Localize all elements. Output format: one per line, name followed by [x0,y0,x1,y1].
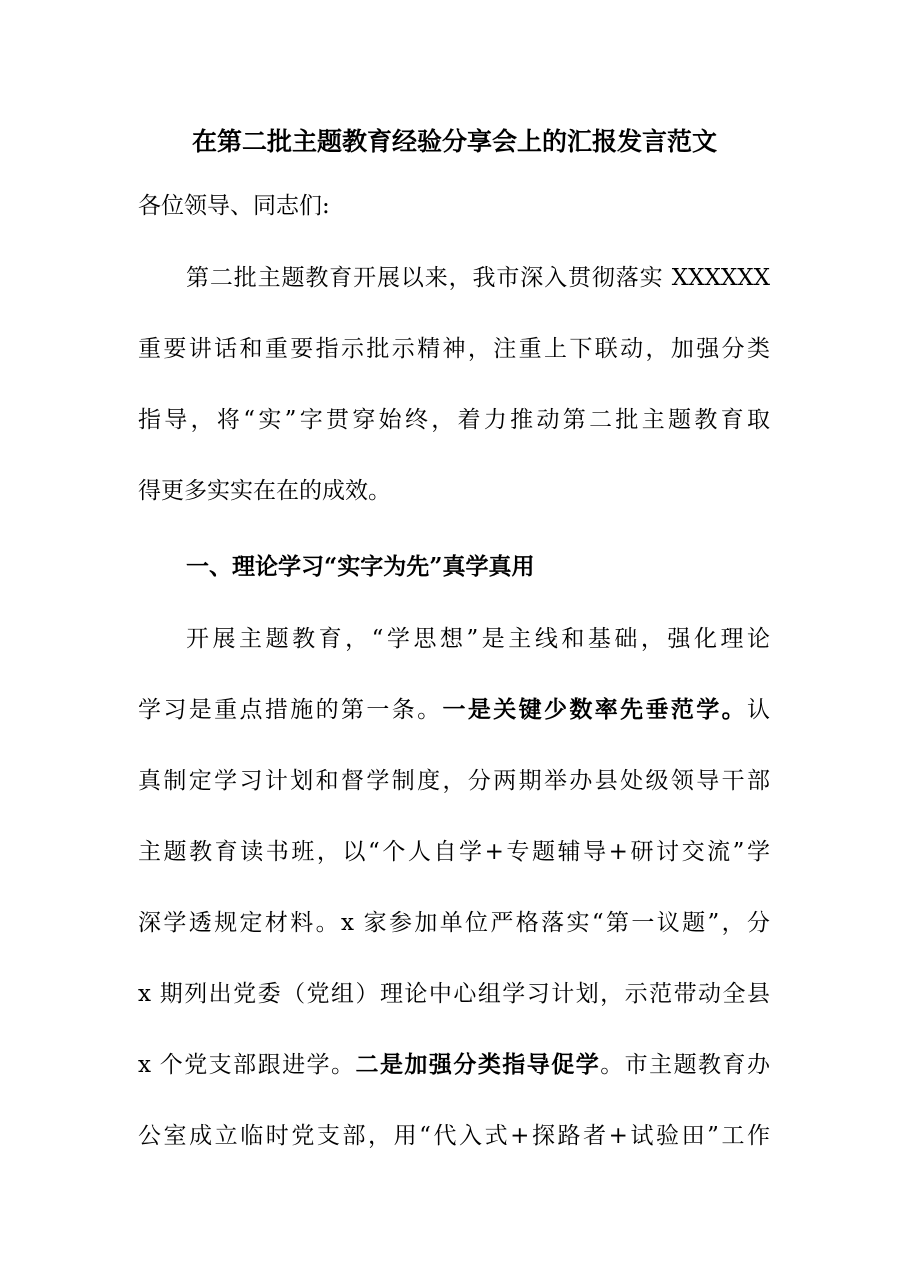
emphasis-text: 一是关键少数率先垂范学。 [442,696,747,723]
intro-line: 指导，将“实”字贯穿始终，着力推动第二批主题教育取 [138,407,770,433]
body-text: 学习是重点措施的第一条。 [138,697,443,723]
body-line: x 期列出党委（党组）理论中心组学习计划，示范带动全县 [138,981,770,1007]
section-heading: 一、理论学习“实字为先”真学真用 [186,553,535,580]
intro-line: 重要讲话和重要指示批示精神，注重上下联动，加强分类 [138,336,770,362]
body-text: 认 [747,697,770,723]
salutation: 各位领导、同志们: [138,193,330,219]
body-line: 主题教育读书班，以“个人自学+专题辅导+研讨交流”学 [138,839,770,865]
body-line: 公室成立临时党支部，用“代入式+探路者+试验田”工作 [138,1123,770,1149]
body-line: 开展主题教育，“学思想”是主线和基础，强化理论 [186,626,770,652]
body-line [138,690,770,730]
body-text: 。市主题教育办 [600,1052,770,1078]
emphasis-text: 二是加强分类指导促学 [355,1051,601,1078]
body-line: 深学透规定材料。x 家参加单位严格落实“第一议题”，分 [138,910,770,936]
body-line [138,1045,770,1085]
body-text: x 个党支部跟进学。 [138,1052,356,1078]
document-title: 在第二批主题教育经验分享会上的汇报发言范文 [191,127,717,156]
intro-line: 得更多实实在在的成效。 [138,478,391,504]
intro-line: 第二批主题教育开展以来，我市深入贯彻落实 XXXXXX [186,265,770,291]
body-line: 真制定学习计划和督学制度，分两期举办县处级领导干部 [138,768,770,794]
